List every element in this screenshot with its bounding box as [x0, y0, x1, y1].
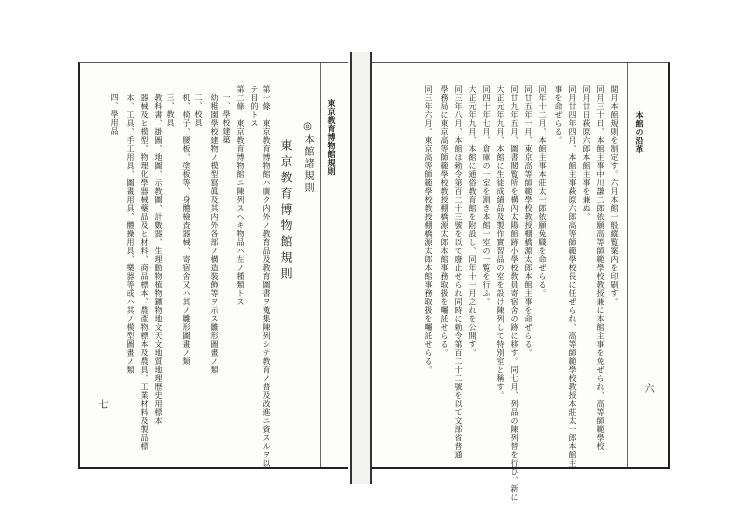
- left-col-11: 本、工具、手工用具、圖畫用具、體操用具、樂器等或ハ其ノ模型圖畫ノ類: [126, 85, 135, 374]
- document-title: 東京教育博物館規則: [279, 139, 293, 283]
- right-col-7: 同廿五年一月、東京高等師範學校教授棚橋源太郎本館主事を命ぜらる。: [524, 85, 533, 357]
- left-page: [78, 62, 348, 469]
- section-heading: ◎本館諸規則: [302, 121, 313, 194]
- right-col-9: 大正元年九月、本館に生徒成績品及製作實習品の室を設け陳列して特別室と稱す。: [496, 85, 505, 400]
- right-col-13: 學務局に東京高等師範學校教授棚橋源太郎本館事務取扱を囑託せらる。: [440, 85, 449, 357]
- left-col-1: 第一條 東京教育博物館ハ廣ク内外ノ教育品及教育圖書ヲ蒐集陳列シテ教育ノ普及改進ニ資スルヲ以: [262, 85, 271, 468]
- right-col-6: 同年十二月、本館主事本莊太一郎依願免職を命ぜらる。: [538, 85, 547, 298]
- left-col-10: 器械及ヒ模型、物理化學器械藥品及ヒ材料、商品標本、農產物標本及農具、工業材料及製品標: [140, 85, 149, 451]
- right-col-14: 同三年六月、東京高等師範學校教授棚橋源太郎本館事務取扱を囑託せらる。: [424, 85, 433, 374]
- right-col-4: 同月廿四年四月、本館主事萩原六郎高等師範學校長に任ぜられ、高等師範學校教授本莊太一郎本館主: [568, 85, 577, 468]
- page-number-left: 七: [96, 399, 107, 409]
- left-col-7: 机、椅子、腰板、塗板等、身體檢査器械、寄宿舍又ハ其ノ雛形圖畫ノ類: [182, 85, 191, 366]
- left-col-12: 四、學用品: [110, 93, 119, 136]
- right-col-5: 事を命ぜらる。: [554, 85, 563, 145]
- left-col-9: 教科書、掛圖、地圖、示教圖、計數器、生理動物植物鑛物地文天文地質地理歷史用標本: [154, 85, 163, 425]
- right-page: [372, 62, 670, 502]
- right-col-2: 同月三十日、本館主事中川謙二郎依願高等師範學校教授兼に本館主事を免ぜられ、高等師範學校: [596, 85, 605, 451]
- left-col-2: テ目的トス: [250, 85, 259, 128]
- right-page-rule: [627, 63, 628, 467]
- right-col-10: 同四十年七月、倉庫の一室を割き本館一室の一覧を行ふ。: [482, 85, 491, 306]
- left-col-4: 一、學校建築: [222, 93, 231, 144]
- book-gutter: [350, 52, 372, 484]
- left-col-3: 第二條 東京教育博物館ニ陳列スヘキ物品ハ左ノ種類トス: [236, 85, 245, 306]
- left-page-rule: [320, 63, 321, 467]
- page-number-right: 六: [642, 383, 653, 393]
- running-head-right: 本館の沿革: [635, 111, 645, 154]
- right-col-8: 同廿九年五月、圖書閲覧所を構內太陽館跡小學校敎員寄宿舍の跡に移す。同七月、列品の陳列替を行ひ、新に: [510, 85, 519, 502]
- left-col-6: 二、校具: [194, 93, 203, 127]
- left-col-8: 三、教具: [166, 93, 175, 127]
- right-col-11: 大正元年九月、本館に通俗教育館を附設し、同年十一月之れを公開す。: [468, 85, 477, 357]
- running-head-left: 東京教育博物館規則: [327, 99, 337, 176]
- right-col-3: 同月廿日萩原六郎本館主事を兼ぬ。: [582, 85, 591, 221]
- right-col-12: 同三年八月、本館は勅令第百二十三號を以て廢止せられ同時に勅令第百二十二號を以て文部省普通: [454, 85, 463, 459]
- right-col-1: 閲月本館規則を制定す。六月本館一般縱覧案内を印刷す。: [610, 85, 619, 306]
- left-col-5: 幼稚園學校建物ノ模型寫眞及其内外各部ノ構造裝飾等ヲ示ス雛形圖畫ノ類: [210, 85, 219, 374]
